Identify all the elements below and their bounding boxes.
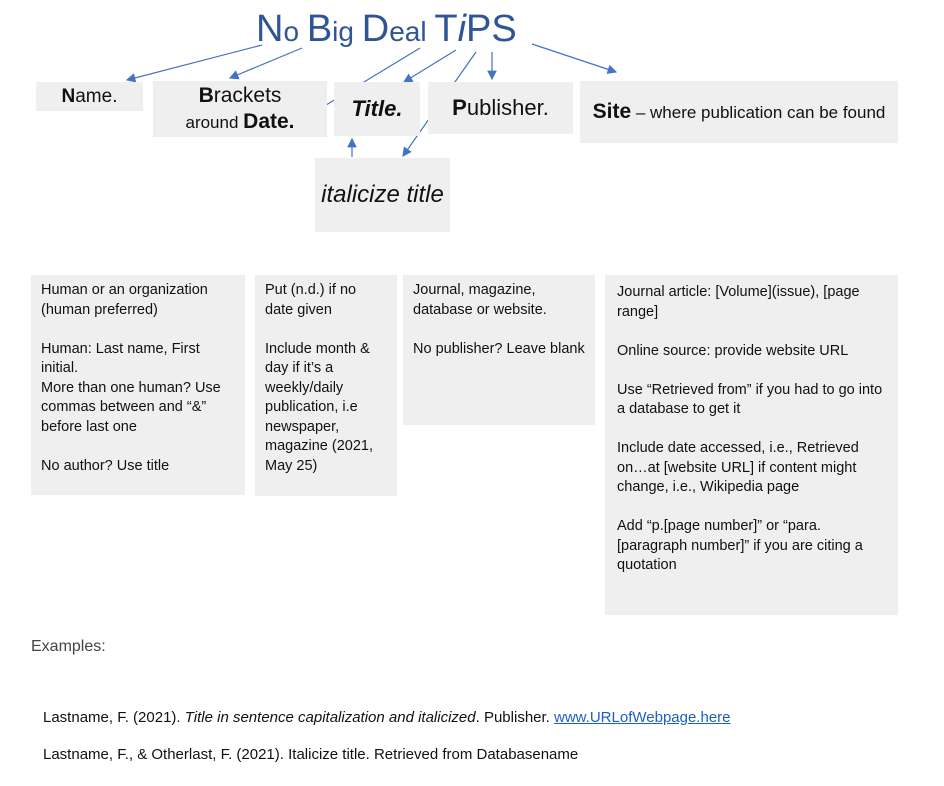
header-site: Site – where publication can be found <box>580 81 898 143</box>
arrow-to-brackets <box>230 48 302 78</box>
example-citation-2: Lastname, F., & Otherlast, F. (2021). Italicize title. Retrieved from Databasename <box>43 746 579 763</box>
example-url-link[interactable]: www.URLofWebpage.here <box>554 709 731 726</box>
details-date: Put (n.d.) if no date given Include month & day if it’s a weekly/daily publication, i.e newspaper, magazine (2021, May 25) <box>255 275 397 496</box>
arrow-to-name <box>127 45 262 80</box>
header-brackets-date: Brackets around Date. <box>153 81 327 137</box>
page-title: No Big Deal TiPS <box>256 8 517 50</box>
details-name: Human or an organization (human preferred) Human: Last name, First initial. More than one human? Use commas between and “&” before last one No author? Use title <box>31 275 245 495</box>
header-title: Title. <box>334 82 420 136</box>
example-citation-1: Lastname, F. (2021). Title in sentence capitalization and italicized. Publisher. www.URLofWebpage.here <box>43 709 731 726</box>
header-italicize-title: italicize title <box>315 158 450 232</box>
details-publisher: Journal, magazine, database or website. No publisher? Leave blank <box>403 275 595 425</box>
details-site: Journal article: [Volume](issue), [page range] Online source: provide website URL Use “Retrieved from” if you had to go into a database to get it Include date accessed, i.e., Retrieved on…at [website URL] if content might change, i.e., Wikipedia page Add “p.[page number]” or “para. [paragraph number]” if you are citing a quotation <box>605 275 898 615</box>
arrow-to-title <box>404 50 456 82</box>
header-publisher: Publisher. <box>428 82 573 134</box>
header-name: Name. <box>36 82 143 111</box>
arrow-to-site <box>532 44 616 72</box>
examples-label: Examples: <box>31 638 106 655</box>
